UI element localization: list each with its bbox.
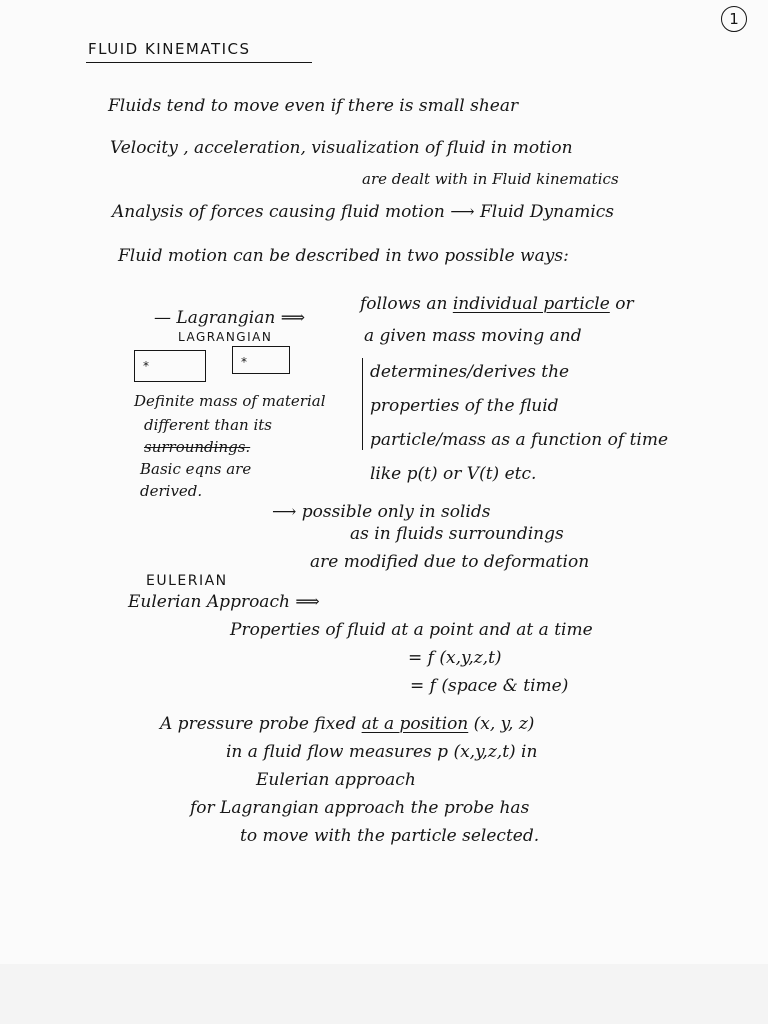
arrow-icon: ⟶	[272, 502, 297, 522]
solids-text-1: possible only in solids	[301, 502, 491, 522]
double-arrow-icon: ⟹	[295, 592, 320, 612]
lagrangian-def-line-5: particle/mass as a function of time	[370, 430, 669, 450]
probe-line-3: Eulerian approach	[256, 770, 416, 790]
eulerian-label: Eulerian Approach	[128, 592, 290, 612]
page-bottom-shade	[0, 964, 768, 1024]
lagrangian-def-line-4: properties of the fluid	[370, 396, 559, 416]
def-or: or	[615, 294, 634, 314]
page-title: FLUID KINEMATICS	[88, 40, 251, 58]
lagrangian-def-line-1	[360, 296, 634, 313]
probe-text-a: A pressure probe fixed	[160, 714, 357, 734]
probe-line-5: to move with the particle selected.	[240, 826, 540, 846]
eulerian-line-2: = f (x,y,z,t)	[408, 648, 502, 668]
lagrangian-def-line-6: like p(t) or V(t) etc.	[370, 464, 537, 484]
eulerian-caps-label: EULERIAN	[146, 573, 228, 589]
eulerian-heading	[128, 594, 320, 611]
page-number-circle: 1	[721, 6, 747, 32]
probe-line-1	[160, 716, 534, 733]
intro-line-4	[112, 204, 614, 221]
mass-box-1	[134, 350, 206, 382]
title-underline	[86, 62, 312, 63]
lagrangian-caps-label: LAGRANGIAN	[178, 330, 273, 344]
lagrangian-def-line-2: a given mass moving and	[364, 326, 582, 346]
intro-line-3: are dealt with in Fluid kinematics	[362, 170, 619, 188]
bracket-line	[362, 358, 363, 450]
intro-line-4-text: Analysis of forces causing fluid motion	[112, 202, 445, 222]
asterisk-mark: *	[143, 359, 149, 373]
solids-line-3: are modified due to deformation	[310, 552, 590, 572]
eulerian-line-3: = f (space & time)	[410, 676, 569, 696]
def-individual-particle: individual particle	[452, 294, 610, 314]
solids-line-2: as in fluids surroundings	[350, 524, 564, 544]
probe-line-2: in a fluid flow measures p (x,y,z,t) in	[226, 742, 538, 762]
probe-line-4: for Lagrangian approach the probe has	[190, 798, 530, 818]
mass-box-2	[232, 346, 290, 374]
solids-line-1	[272, 504, 490, 521]
arrow-icon: ⟶	[450, 202, 475, 222]
double-arrow-icon: ⟹	[280, 308, 306, 328]
intro-line-2: Velocity , acceleration, visualization of fluid in motion	[110, 138, 573, 158]
probe-text-coords: (x, y, z)	[473, 714, 535, 734]
ways-line: Fluid motion can be described in two possible ways:	[118, 246, 569, 266]
intro-line-1: Fluids tend to move even if there is small shear	[108, 96, 519, 116]
intro-line-4-result: Fluid Dynamics	[480, 202, 615, 222]
asterisk-mark: *	[241, 355, 247, 369]
left-note-line-1: Definite mass of material	[134, 392, 326, 410]
dash: —	[154, 308, 171, 328]
eulerian-line-1: Properties of fluid at a point and at a time	[230, 620, 593, 640]
left-note-line-3: surroundings.	[144, 438, 251, 456]
left-note-line-4: Basic eqns are	[140, 460, 252, 478]
probe-text-position: at a position	[361, 714, 469, 734]
lagrangian-heading	[154, 310, 305, 327]
left-note-line-2: different than its	[144, 416, 272, 434]
lagrangian-label: Lagrangian	[176, 308, 276, 328]
def-follows: follows an	[360, 294, 448, 314]
left-note-line-5: derived.	[140, 482, 203, 500]
lagrangian-def-line-3: determines/derives the	[370, 362, 570, 382]
